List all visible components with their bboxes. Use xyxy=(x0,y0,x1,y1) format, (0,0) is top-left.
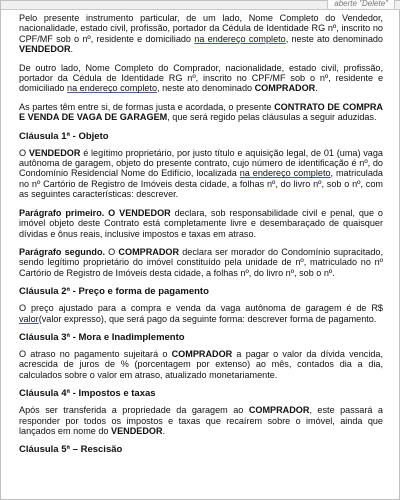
text: O preço ajustado para a compra e venda da vaga autônoma de garagem é de R$ xyxy=(19,303,383,314)
buyer-term: COMPRADOR xyxy=(254,83,316,94)
text: (valor expresso), que será pago da seguinte forma: descrever forma de pagamento. xyxy=(38,313,377,324)
address-link[interactable]: na endereço completo xyxy=(239,168,331,179)
buyer-term: COMPRADOR xyxy=(248,405,310,416)
text: De outro lado, Nome Completo do Comprador, nacionalidade, estado civil, profissão, portador da Cédula de Identidade RG nº, inscrito no CPF/MF sob o nº, residente e domiciliado xyxy=(19,62,383,94)
buyer-term: COMPRADOR xyxy=(118,246,180,257)
seller-term: VENDEDOR xyxy=(19,44,71,55)
clause-5-title: Cláusula 5ª – Rescisão xyxy=(19,444,123,456)
text: Pelo presente instrumento particular, de um lado, Nome Completo do Vendedor, nacionalidade, estado civil, profissão, portador da Cédula de Identidade RG nº, inscrito no CPF/MF sob o nº, residente e domiciliado xyxy=(19,13,383,44)
comment-tag[interactable]: aberte "Delete" xyxy=(327,0,395,10)
text: declara ser morador do Condomínio supracitado, sendo legítimo proprietário do imóvel constituído pela unidade de nº, matriculado no nº Cartório de Registro de Imóveis desta cidade, a folhas nº, do livro nº, sob o nº. xyxy=(19,246,383,278)
buyer-term: COMPRADOR xyxy=(171,348,233,359)
text: . xyxy=(70,44,74,55)
text: , este passará a responder por todos os impostos e taxas que recaírem sobre o imóvel, ainda que lançados em nome do xyxy=(19,405,383,436)
clause-2-paragraph xyxy=(19,303,383,324)
top-bar xyxy=(1,1,400,10)
seller-term: VENDEDOR xyxy=(28,147,81,158)
contract-title: CONTRATO DE COMPRA E VENDA DE VAGA DE GARAGEM xyxy=(19,101,383,123)
text: , neste ato denominado xyxy=(157,83,255,94)
clause-3-paragraph xyxy=(19,349,383,380)
clause-2-title: Cláusula 2ª - Preço e forma de pagamento xyxy=(19,286,209,298)
text: . xyxy=(162,425,166,436)
paragraph-label: Parágrafo segundo. xyxy=(19,246,106,257)
seller-term: VENDEDOR xyxy=(111,425,163,436)
text: , matriculada no nº Cartório de Registro de Imóveis desta cidade, a folhas nº, do livro nº, sob o nº, com as seguintes características: descrever. xyxy=(19,168,383,200)
clause-1-paragraph-second xyxy=(19,247,383,278)
address-link[interactable]: na endereço completo xyxy=(194,33,286,44)
text: , neste ato denominado xyxy=(285,33,383,44)
contract-body xyxy=(19,13,383,461)
intro-paragraph xyxy=(19,13,383,55)
text: O xyxy=(105,246,119,257)
paragraph-label: Parágrafo primeiro. O VENDEDOR xyxy=(19,207,171,218)
clause-1-paragraph xyxy=(19,148,383,200)
text: declara, sob responsabilidade civil e penal, que o imóvel objeto deste Contrato está completamente livre e desembaraçado de quaisquer dívidas e ônus reais, inclusive impostos e taxas em atraso. xyxy=(19,207,383,239)
agreement-paragraph xyxy=(19,102,383,123)
clause-4-paragraph xyxy=(19,405,383,436)
buyer-paragraph xyxy=(19,63,383,94)
clause-4-title: Cláusula 4ª - Impostos e taxas xyxy=(19,388,156,400)
address-link[interactable]: na endereço completo xyxy=(67,83,158,94)
value-link[interactable]: valor xyxy=(19,313,39,324)
clause-1-paragraph-first xyxy=(19,208,383,239)
text: a pagar o valor da dívida vencida, acrescida de juros de % (porcentagem por extenso) ao mês, contados dia a dia, calculados sobre o valor em atraso, atualizado monetariamente. xyxy=(19,348,383,380)
text: O atraso no pagamento sujeitará o xyxy=(19,348,172,359)
text: As partes têm entre si, de formas justa e acordada, o presente xyxy=(19,101,275,112)
text: O xyxy=(19,147,29,158)
text: Após ser transferida a propriedade da garagem ao xyxy=(19,405,249,416)
text: . xyxy=(315,83,318,94)
text: é legítimo proprietário, por justo título e aquisição legal, de 01 (uma) vaga autônoma de garagem, objeto do presente contrato, cujo número de identificação é nº, do Condomínio Residencial Nome do Edifício, localizada xyxy=(19,147,383,179)
clause-1-title: Cláusula 1ª - Objeto xyxy=(19,130,109,142)
text: , que será regido pelas cláusulas a seguir aduzidas. xyxy=(167,112,377,123)
clause-3-title: Cláusula 3ª - Mora e Inadimplemento xyxy=(19,331,185,343)
